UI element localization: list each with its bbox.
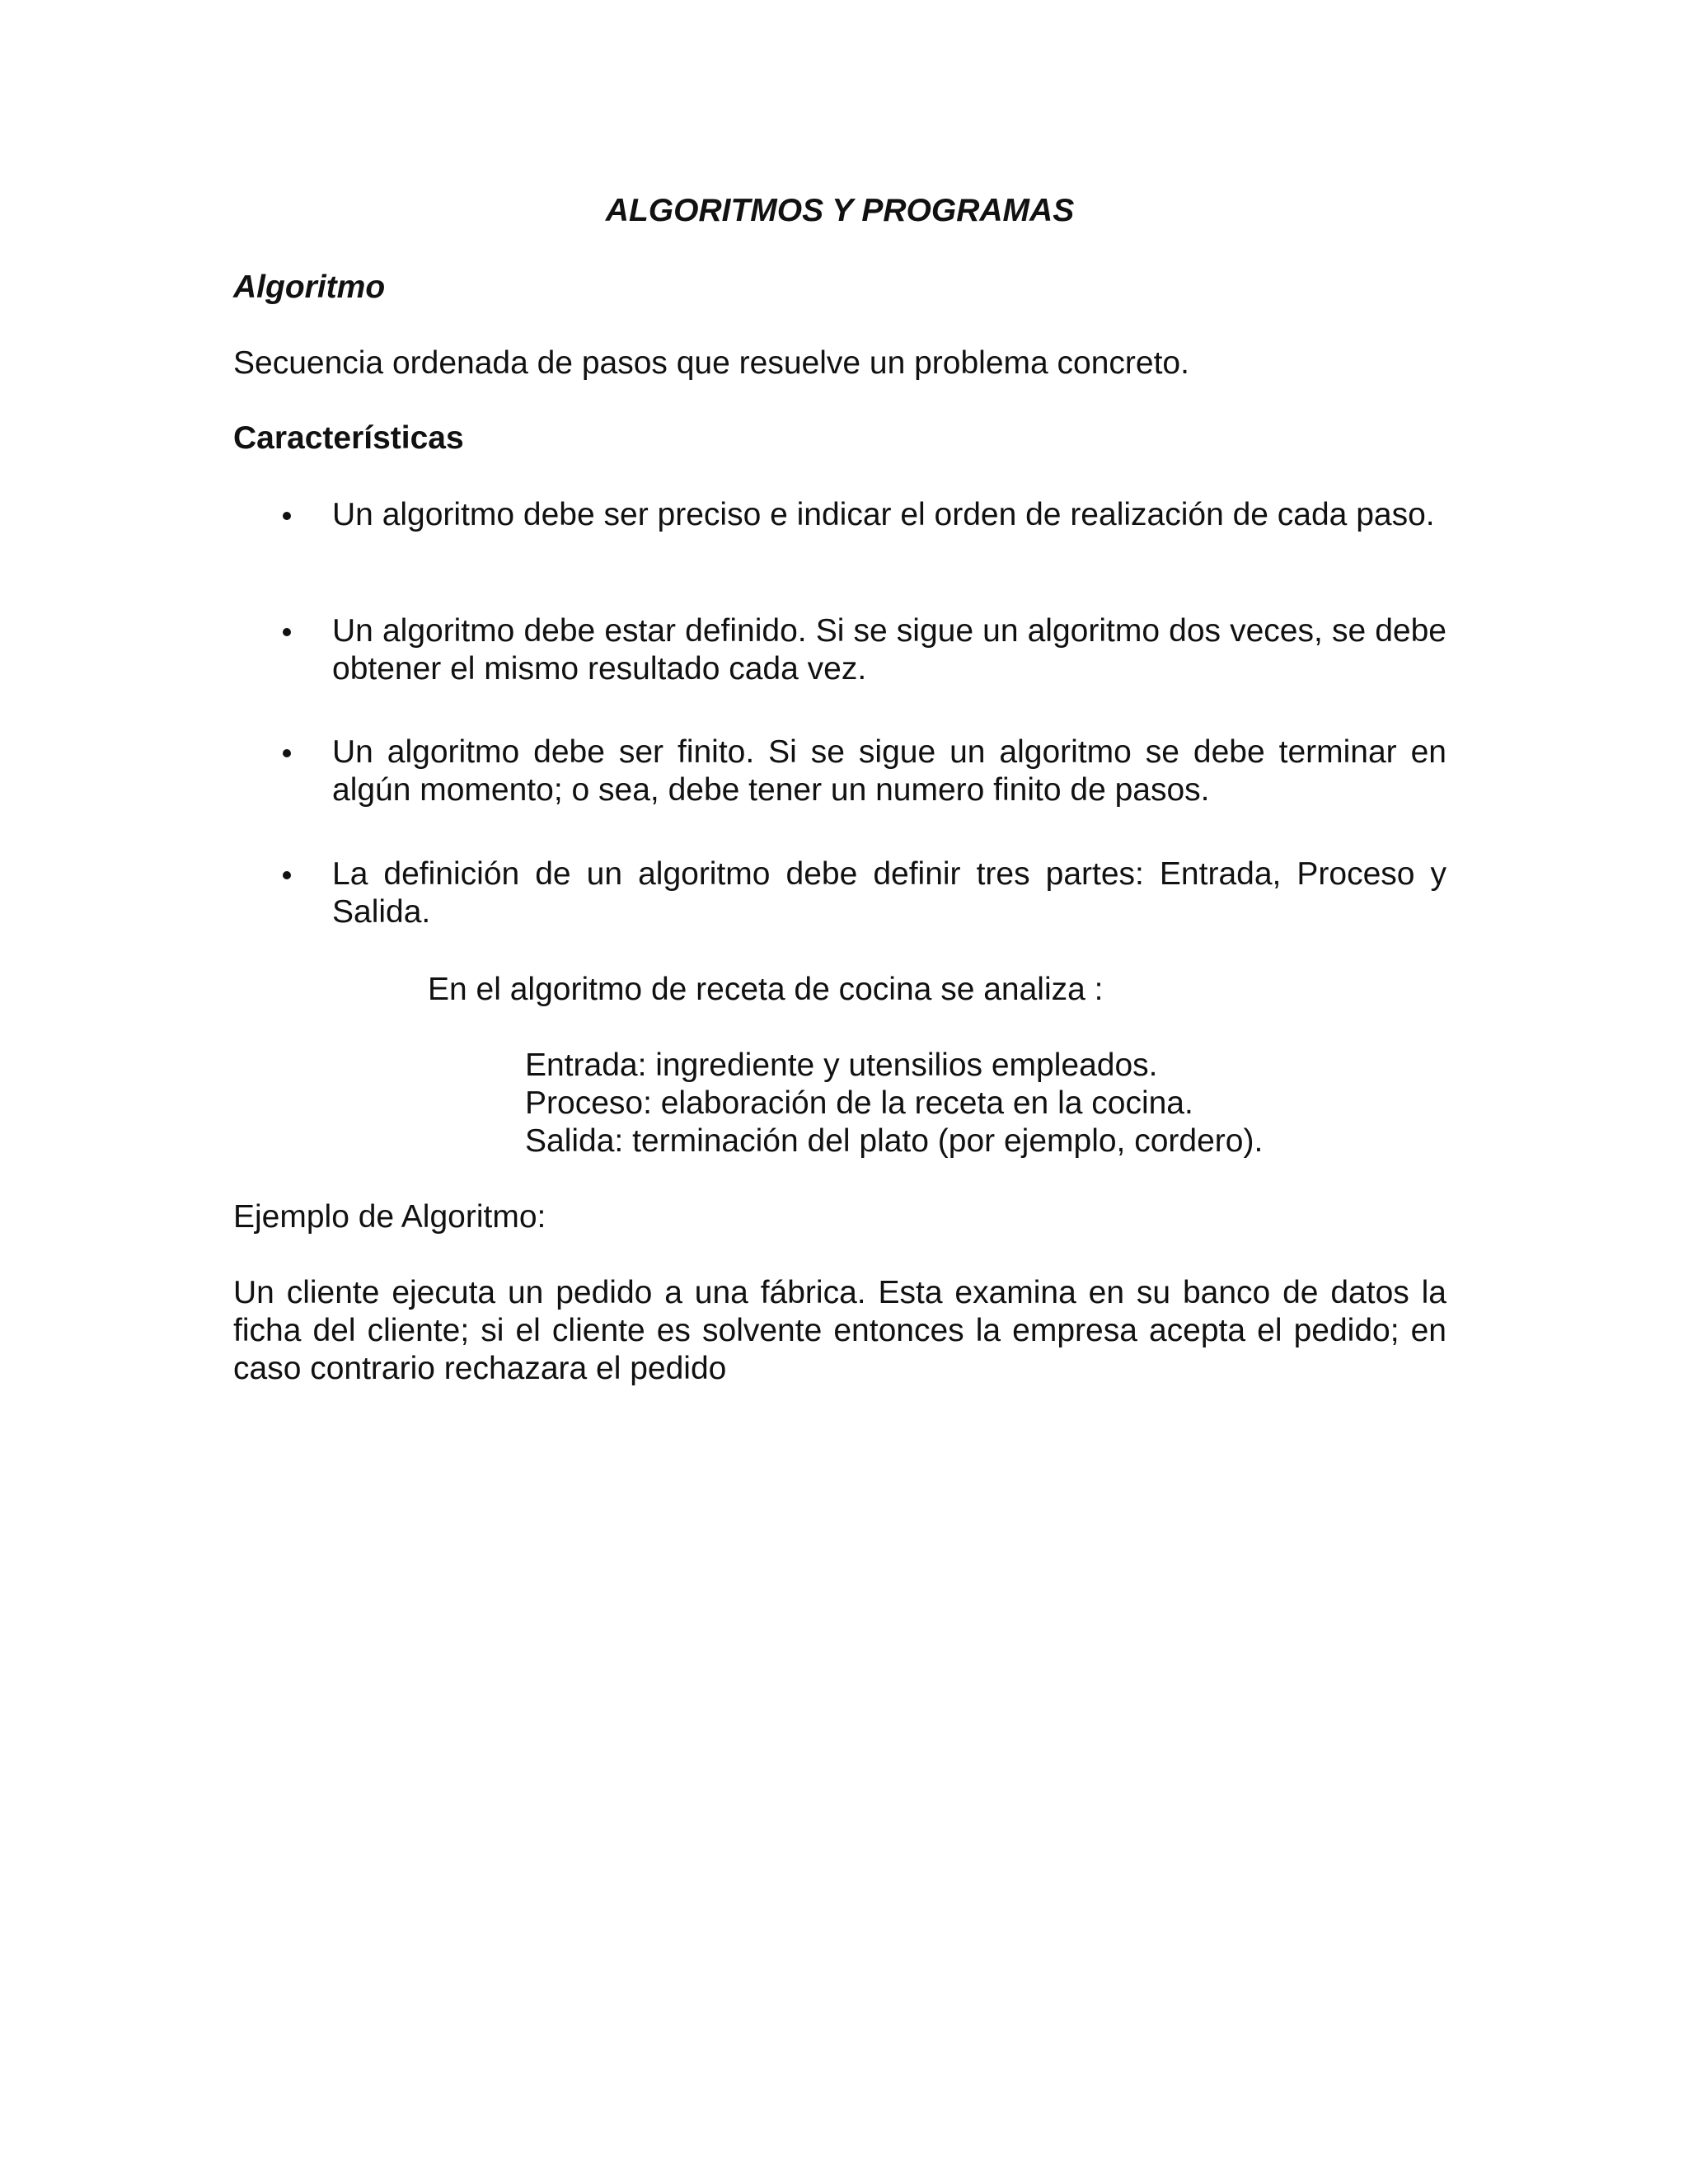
- page-title: ALGORITMOS Y PROGRAMAS: [605, 193, 1075, 228]
- bullet-icon: [283, 512, 291, 520]
- list-item-text: Un algoritmo debe ser preciso e indicar el orden de realización de cada paso.: [332, 497, 1435, 532]
- bullet-icon: [283, 628, 291, 636]
- bullet-icon: [283, 749, 291, 757]
- example-paragraph: Un cliente ejecuta un pedido a una fábrica. Esta examina en su banco de datos la ficha del cliente; si el cliente es solvente entonces la empresa acepta el pedido; en caso contrario rechazara el pedido: [233, 1275, 1447, 1386]
- recipe-entrada: Entrada: ingrediente y utensilios empleados.: [525, 1047, 1158, 1083]
- recipe-proceso: Proceso: elaboración de la receta en la cocina.: [525, 1085, 1193, 1121]
- section-heading: Algoritmo: [233, 269, 386, 305]
- list-item-text: Un algoritmo debe ser finito. Si se sigue un algoritmo se debe terminar en algún momento; o sea, debe tener un numero finito de pasos.: [332, 734, 1447, 808]
- recipe-intro: En el algoritmo de receta de cocina se analiza :: [428, 972, 1104, 1007]
- characteristics-heading: Características: [233, 420, 464, 456]
- list-item-text: Un algoritmo debe estar definido. Si se sigue un algoritmo dos veces, se debe obtener el mismo resultado cada vez.: [332, 613, 1447, 687]
- recipe-salida: Salida: terminación del plato (por ejemplo, cordero).: [525, 1123, 1264, 1159]
- example-heading: Ejemplo de Algoritmo:: [233, 1199, 546, 1235]
- definition-text: Secuencia ordenada de pasos que resuelve un problema concreto.: [233, 345, 1189, 381]
- bullet-icon: [283, 871, 291, 879]
- list-item-text: La definición de un algoritmo debe definir tres partes: Entrada, Proceso y Salida.: [332, 856, 1447, 930]
